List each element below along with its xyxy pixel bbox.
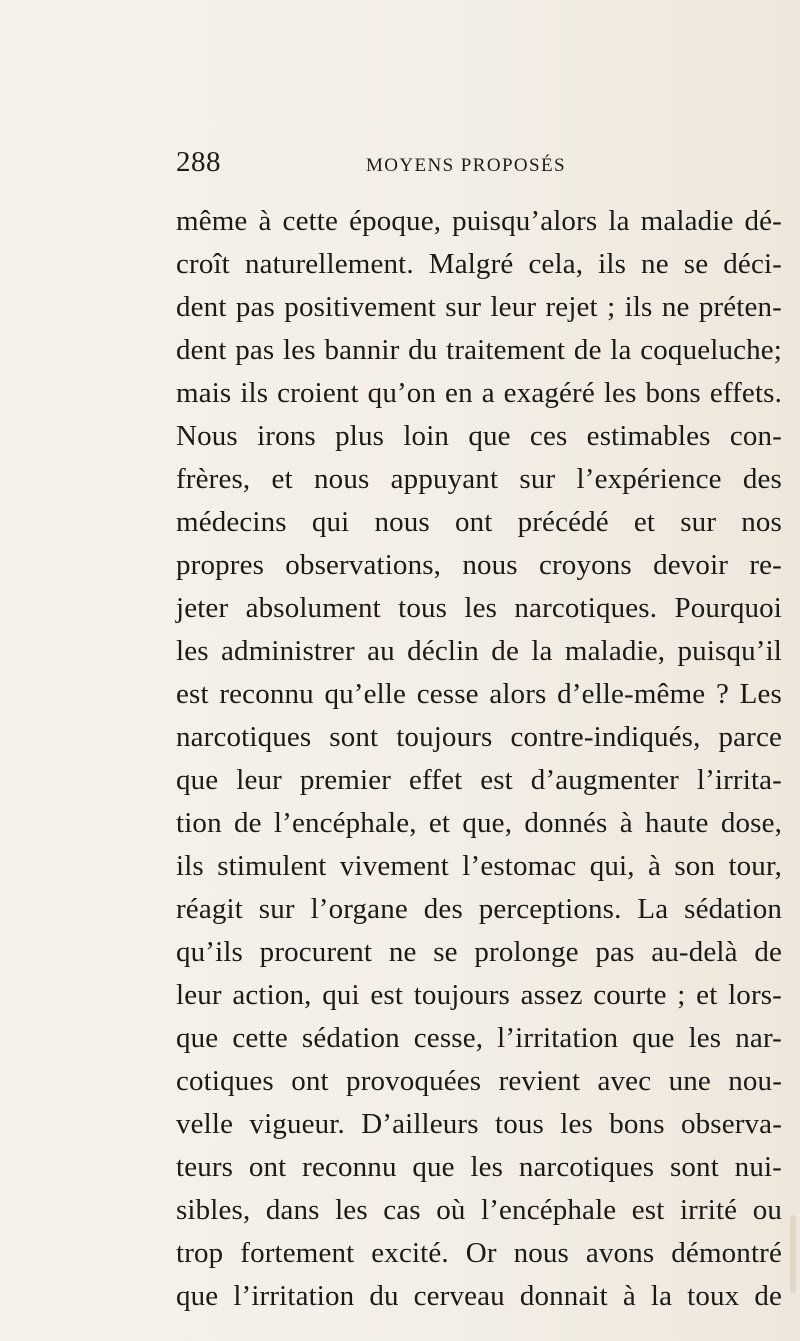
text-line: dent pas les bannir du traitement de la coqueluche; [176, 334, 782, 366]
text-line: que cette sédation cesse, l’irritation que les nar- [176, 1022, 782, 1054]
text-line: qu’ils procurent ne se prolonge pas au-delà de [176, 936, 782, 968]
text-line: médecins qui nous ont précédé et sur nos [176, 506, 782, 538]
text-line: Nous irons plus loin que ces estimables con- [176, 420, 782, 452]
text-line: mais ils croient qu’on en a exagéré les bons effets. [176, 377, 782, 409]
text-line: velle vigueur. D’ailleurs tous les bons observa- [176, 1108, 782, 1140]
text-line: tion de l’encéphale, et que, donnés à haute dose, [176, 807, 782, 839]
text-line: croît naturellement. Malgré cela, ils ne se déci- [176, 248, 782, 280]
body-text [176, 200, 782, 1318]
text-line: teurs ont reconnu que les narcotiques sont nui- [176, 1151, 782, 1183]
text-line: que leur premier effet est d’augmenter l’irrita- [176, 764, 782, 796]
text-line: dent pas positivement sur leur rejet ; ils ne préten- [176, 291, 782, 323]
text-line: est reconnu qu’elle cesse alors d’elle-même ? Les [176, 678, 782, 710]
text-line: cotiques ont provoquées revient avec une nou- [176, 1065, 782, 1097]
page-header [176, 146, 782, 186]
page-edge-mark [790, 1215, 796, 1293]
text-line: les administrer au déclin de la maladie, puisqu’il [176, 635, 782, 667]
text-line: narcotiques sont toujours contre-indiqués, parce [176, 721, 782, 753]
text-line: sibles, dans les cas où l’encéphale est irrité ou [176, 1194, 782, 1226]
page-number: 288 [176, 146, 221, 178]
text-line: réagit sur l’organe des perceptions. La sédation [176, 893, 782, 925]
text-line: frères, et nous appuyant sur l’expérience des [176, 463, 782, 495]
text-line: ils stimulent vivement l’estomac qui, à son tour, [176, 850, 782, 882]
text-line: propres observations, nous croyons devoir re- [176, 549, 782, 581]
text-line: leur action, qui est toujours assez courte ; et lors- [176, 979, 782, 1011]
text-line: trop fortement excité. Or nous avons démontré [176, 1237, 782, 1269]
text-line: que l’irritation du cerveau donnait à la toux de [176, 1280, 782, 1312]
running-head: MOYENS PROPOSÉS [366, 155, 566, 176]
text-line: même à cette époque, puisqu’alors la maladie dé- [176, 205, 782, 237]
text-line: jeter absolument tous les narcotiques. Pourquoi [176, 592, 782, 624]
